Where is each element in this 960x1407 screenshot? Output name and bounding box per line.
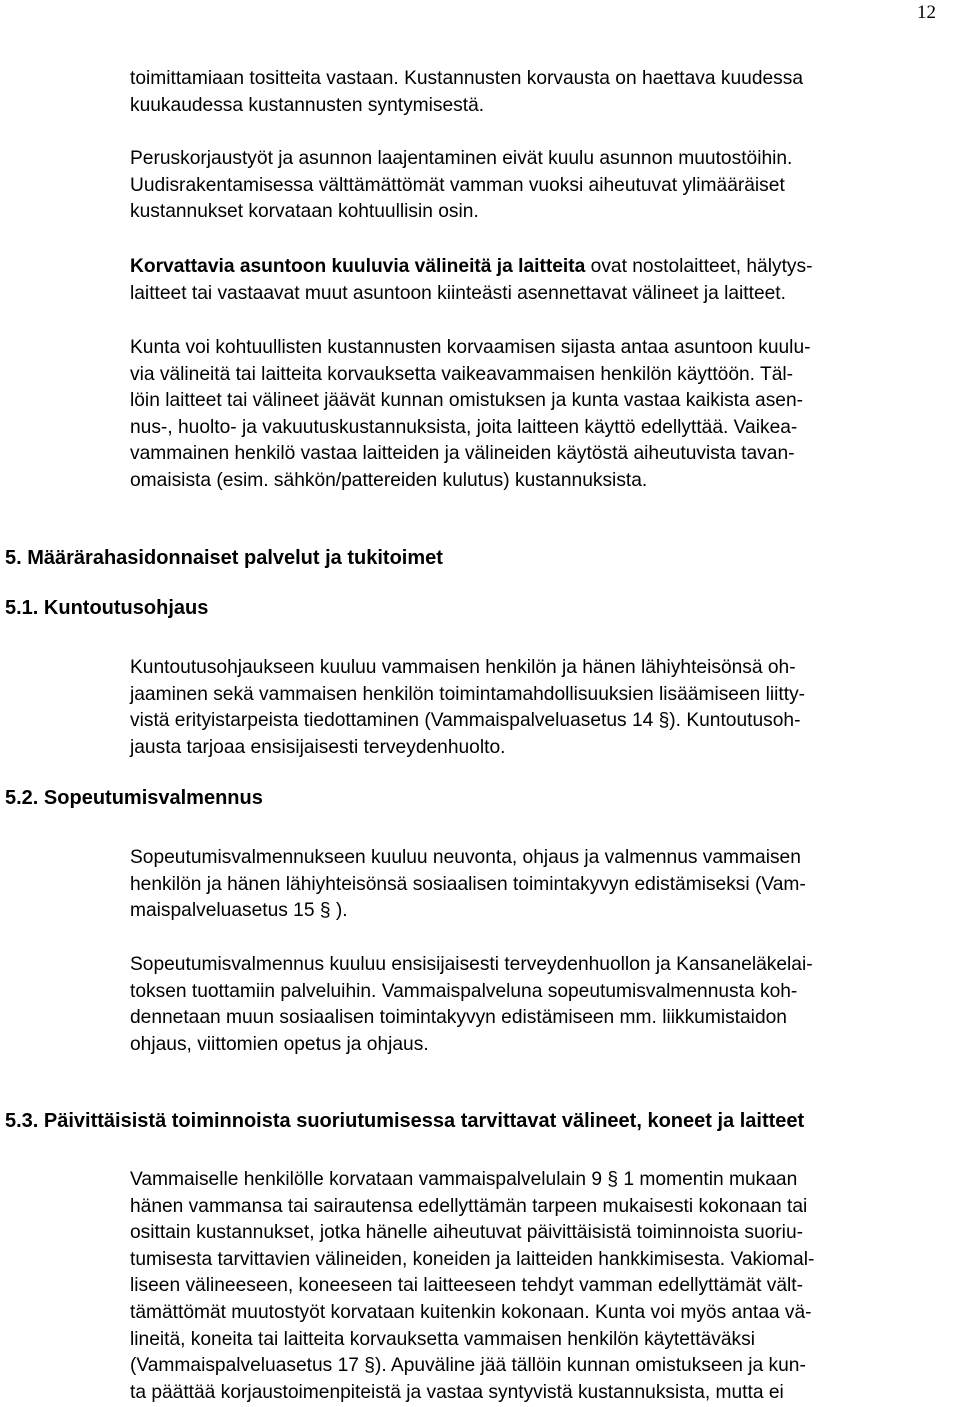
section-heading-5-3: 5.3. Päivittäisistä toiminnoista suoriutumisessa tarvittavat välineet, koneet ja laitteet	[5, 1110, 805, 1132]
text-line: Kunta voi kohtuullisten kustannusten korvaamisen sijasta antaa asuntoon kuulu-	[130, 337, 811, 358]
text-line: löin laitteet tai välineet jäävät kunnan omistuksen ja kunta vastaa kaikista asen-	[130, 390, 804, 412]
section-heading-5: 5. Määrärahasidonnaiset palvelut ja tukitoimet	[5, 547, 443, 569]
paragraph-municipality-devices	[130, 335, 960, 495]
text-line: jaaminen sekä vammaisen henkilön toimintamahdollisuuksien lisäämiseen liitty-	[130, 683, 806, 705]
text-line: Uudisrakentamisessa välttämättömät vamman vuoksi aiheutuvat ylimääräiset	[130, 174, 785, 196]
text-line: kustannukset korvataan kohtuullisin osin.	[130, 201, 479, 223]
paragraph-renovation	[130, 146, 960, 226]
text-line: ohjaus, viittomien opetus ja ohjaus.	[130, 1033, 429, 1055]
text-line: Peruskorjaustyöt ja asunnon laajentaminen eivät kuulu asunnon muutostöihin.	[130, 148, 793, 169]
paragraph-adjustment-training	[130, 845, 960, 925]
section-heading-5-2: 5.2. Sopeutumisvalmennus	[5, 787, 263, 809]
text-line: lineitä, koneita tai laitteita korvauksetta vammaisen henkilön käytettäväksi	[130, 1328, 755, 1350]
text-line: henkilön ja hänen lähiyhteisönsä sosiaalisen toimintakyvyn edistämiseksi (Vam-	[130, 873, 806, 895]
text-line: toimittamiaan tositteita vastaan. Kustannusten korvausta on haettava kuudessa	[130, 68, 804, 89]
text-line: toksen tuottamiin palveluihin. Vammaispalveluna sopeutumisvalmennusta koh-	[130, 980, 798, 1002]
text-line: Sopeutumisvalmennus kuuluu ensisijaisesti terveydenhuollon ja Kansaneläkelai-	[130, 954, 813, 975]
paragraph-rehabilitation-guidance	[130, 655, 960, 761]
text-line: nus-, huolto- ja vakuutuskustannuksista, joita laitteen käyttö edellyttää. Vaikea-	[130, 416, 798, 438]
text-line	[130, 254, 960, 281]
text-line: Sopeutumisvalmennukseen kuuluu neuvonta, ohjaus ja valmennus vammaisen	[130, 847, 801, 868]
text-line: maispalveluasetus 15 § ).	[130, 900, 348, 922]
page-number: 12	[917, 2, 936, 23]
bold-term: Korvattavia asuntoon kuuluvia välineitä ja laitteita	[130, 256, 586, 277]
paragraph-adjustment-primary	[130, 952, 960, 1058]
text-line: liseen välineeseen, koneeseen tai laitteeseen tehdyt vamman edellyttämät vält-	[130, 1275, 804, 1297]
text-line: tämättömät muutostyöt korvataan kuitenkin kokonaan. Kunta voi myös antaa vä-	[130, 1301, 812, 1323]
paragraph-daily-activity-devices	[130, 1167, 960, 1406]
text-line: osittain kustannukset, jotka hänelle aiheutuvat päivittäisistä toiminnoista suoriu-	[130, 1222, 804, 1244]
text-line: via välineitä tai laitteita korvauksetta vaikeavammaisen henkilön käyttöön. Täl-	[130, 363, 794, 385]
text-line: omaisista (esim. sähkön/pattereiden kulutus) kustannuksista.	[130, 469, 648, 491]
text-line: Vammaiselle henkilölle korvataan vammaispalvelulain 9 § 1 momentin mukaan	[130, 1169, 798, 1190]
text-line: kuukaudessa kustannusten syntymisestä.	[130, 94, 485, 116]
text-line: Kuntoutusohjaukseen kuuluu vammaisen henkilön ja hänen lähiyhteisönsä oh-	[130, 657, 796, 678]
paragraph-reimbursable-devices	[130, 254, 960, 307]
text-line: vammainen henkilö vastaa laitteiden ja välineiden käytöstä aiheutuvista tavan-	[130, 443, 795, 465]
paragraph-reimbursement-deadline	[130, 66, 960, 119]
section-heading-5-1: 5.1. Kuntoutusohjaus	[5, 597, 209, 619]
text-line: laitteet tai vastaavat muut asuntoon kiinteästi asennettavat välineet ja laitteet.	[130, 282, 786, 304]
text-line: ta päättää korjaustoimenpiteistä ja vastaa syntyvistä kustannuksista, mutta ei	[130, 1381, 784, 1403]
text-line: dennetaan muun sosiaalisen toimintakyvyn edistämiseen mm. liikkumistaidon	[130, 1007, 787, 1029]
text-line: vistä erityistarpeista tiedottaminen (Vammaispalveluasetus 14 §). Kuntoutusoh-	[130, 710, 801, 732]
text-line: hänen vammansa tai sairautensa edellyttämän tarpeen mukaisesti kokonaan tai	[130, 1195, 808, 1217]
text-fragment: ovat nostolaitteet, hälytys-	[585, 256, 813, 277]
text-line: tumisesta tarvittavien välineiden, koneiden ja laitteiden hankkimisesta. Vakiomal-	[130, 1248, 815, 1270]
text-line: jausta tarjoaa ensisijaisesti terveydenhuolto.	[130, 736, 506, 758]
text-line: (Vammaispalveluasetus 17 §). Apuväline jää tällöin kunnan omistukseen ja kun-	[130, 1355, 806, 1377]
